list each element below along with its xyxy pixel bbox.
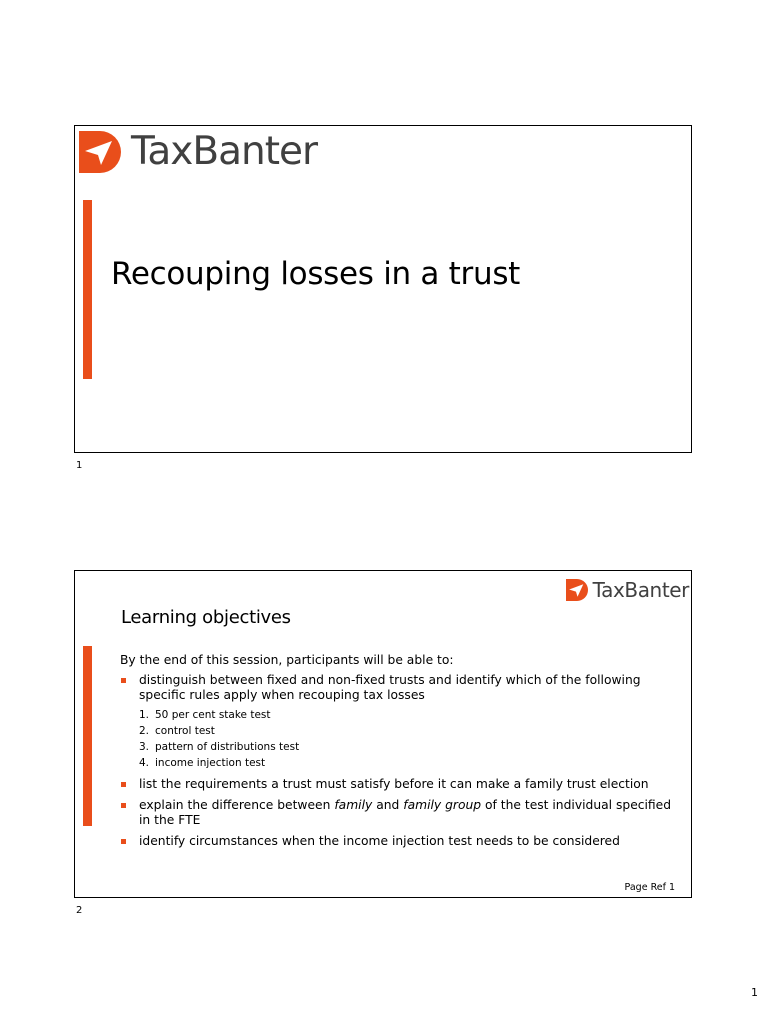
list-number: 1. — [139, 709, 150, 721]
paper-plane-d-logo-icon — [79, 131, 121, 173]
emphasis-text: family — [334, 798, 373, 812]
slide-title — [74, 125, 692, 453]
bullet-text: identify circumstances when the income injection test needs to be considered — [139, 834, 620, 848]
list-item — [120, 834, 675, 849]
slide-learning-objectives — [74, 570, 692, 898]
bullet-text: of the test individual specified in the FTE — [139, 798, 672, 827]
objectives-content — [120, 653, 675, 855]
objectives-list — [120, 673, 675, 849]
page-reference: Page Ref 1 — [624, 882, 675, 893]
brand-logo — [566, 579, 689, 601]
list-item-text: pattern of distributions test — [155, 741, 300, 753]
brand-logo — [79, 131, 317, 173]
list-number: 3. — [139, 741, 150, 753]
accent-bar — [83, 646, 92, 826]
list-item — [120, 673, 675, 771]
list-item — [120, 777, 675, 792]
slide-number: 2 — [76, 905, 83, 916]
brand-name: TaxBanter — [592, 578, 689, 602]
intro-text: By the end of this session, participants will be able to: — [120, 653, 454, 667]
sheet-page-number: 1 — [751, 986, 758, 999]
bullet-text: and — [372, 798, 404, 812]
list-item — [139, 755, 675, 771]
paper-plane-d-logo-icon — [566, 579, 588, 601]
list-item — [120, 798, 675, 828]
list-item — [139, 707, 675, 723]
accent-bar — [83, 200, 92, 379]
bullet-text: distinguish between fixed and non-fixed trusts and identify which of the following specific rules apply when recouping tax losses — [139, 673, 641, 702]
brand-name: TaxBanter — [131, 129, 318, 174]
rules-sublist — [139, 707, 675, 771]
emphasis-text: family group — [403, 798, 482, 812]
bullet-text: list the requirements a trust must satisfy before it can make a family trust election — [139, 777, 649, 791]
list-item-text: income injection test — [155, 757, 266, 769]
slide-heading: Learning objectives — [121, 607, 291, 628]
slide-number: 1 — [76, 460, 83, 471]
list-number: 4. — [139, 757, 150, 769]
slide-title-text: Recouping losses in a trust — [111, 256, 521, 292]
list-item — [139, 739, 675, 755]
list-item-text: control test — [155, 725, 215, 737]
list-number: 2. — [139, 725, 150, 737]
bullet-text: explain the difference between — [139, 798, 335, 812]
list-item — [139, 723, 675, 739]
list-item-text: 50 per cent stake test — [155, 709, 271, 721]
